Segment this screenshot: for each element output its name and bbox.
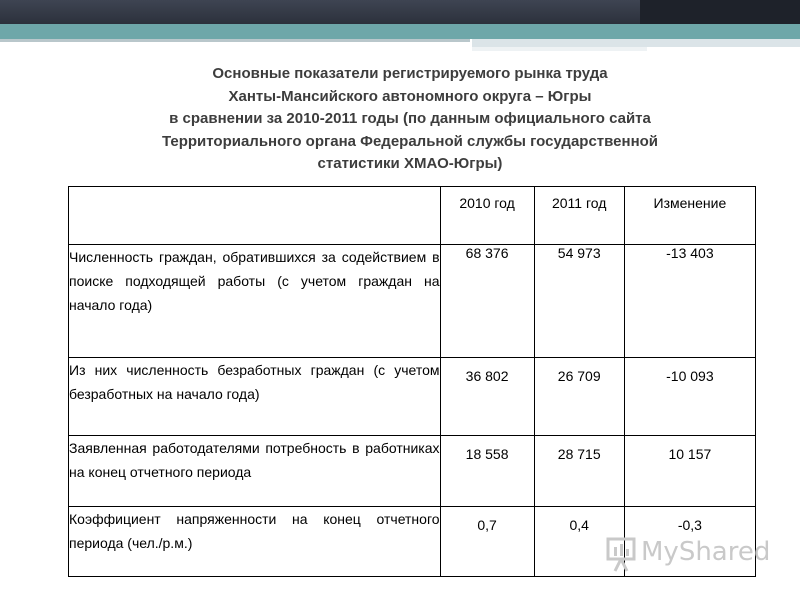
title-line-2: Ханты-Мансийского автономного округа – Югры — [228, 87, 592, 105]
title-line-3: в сравнении за 2010-2011 годы (по данным официального сайта — [169, 110, 651, 127]
value-2010: 0,7 — [440, 507, 534, 577]
slide-title — [100, 63, 720, 176]
value-2011: 28 715 — [534, 436, 624, 507]
table-row — [69, 436, 756, 507]
header-light-stripe — [472, 39, 800, 47]
row-label: Численность граждан, обратившихся за содействием в поиске подходящей работы (с учетом граждан на начало года) — [69, 245, 441, 358]
watermark — [605, 533, 775, 573]
table-row — [69, 358, 756, 436]
header-teal-stripe — [0, 24, 800, 39]
value-2011: 26 709 — [534, 358, 624, 436]
value-change: -10 093 — [624, 358, 755, 436]
header-cell-2011: 2011 год — [534, 187, 624, 245]
header-dark-stripe-right — [640, 0, 800, 24]
value-2010: 36 802 — [440, 358, 534, 436]
row-label: Коэффициент напряженности на конец отчетного периода (чел./р.м.) — [69, 507, 441, 577]
header-cell-change: Изменение — [624, 187, 755, 245]
header-cell-2010: 2010 год — [440, 187, 534, 245]
value-2010: 18 558 — [440, 436, 534, 507]
header-grey-stripe — [0, 39, 470, 42]
header-band — [0, 0, 800, 50]
row-label: Из них численность безработных граждан (с учетом безработных на начало года) — [69, 358, 441, 436]
value-2011: 0,4 — [534, 507, 624, 577]
title-line-4: Территориального органа Федеральной службы государственной — [161, 132, 659, 150]
value-change: -13 403 — [624, 245, 755, 358]
labor-market-table — [68, 186, 756, 577]
row-label: Заявленная работодателями потребность в работниках на конец отчетного периода — [69, 436, 441, 507]
title-line-1: Основные показатели регистрируемого рынка труда — [212, 65, 608, 82]
watermark-text: MyShared — [641, 537, 771, 567]
value-2010: 68 376 — [440, 245, 534, 358]
header-cell-empty — [69, 187, 441, 245]
value-change: 10 157 — [624, 436, 755, 507]
title-line-5: статистики ХМАО-Югры) — [317, 155, 503, 172]
value-change: -0,3 — [624, 507, 755, 577]
presentation-board-icon — [605, 533, 639, 573]
header-light-stripe-small — [472, 47, 647, 51]
table-header-row — [69, 187, 756, 245]
table-row — [69, 245, 756, 358]
value-2011: 54 973 — [534, 245, 624, 358]
